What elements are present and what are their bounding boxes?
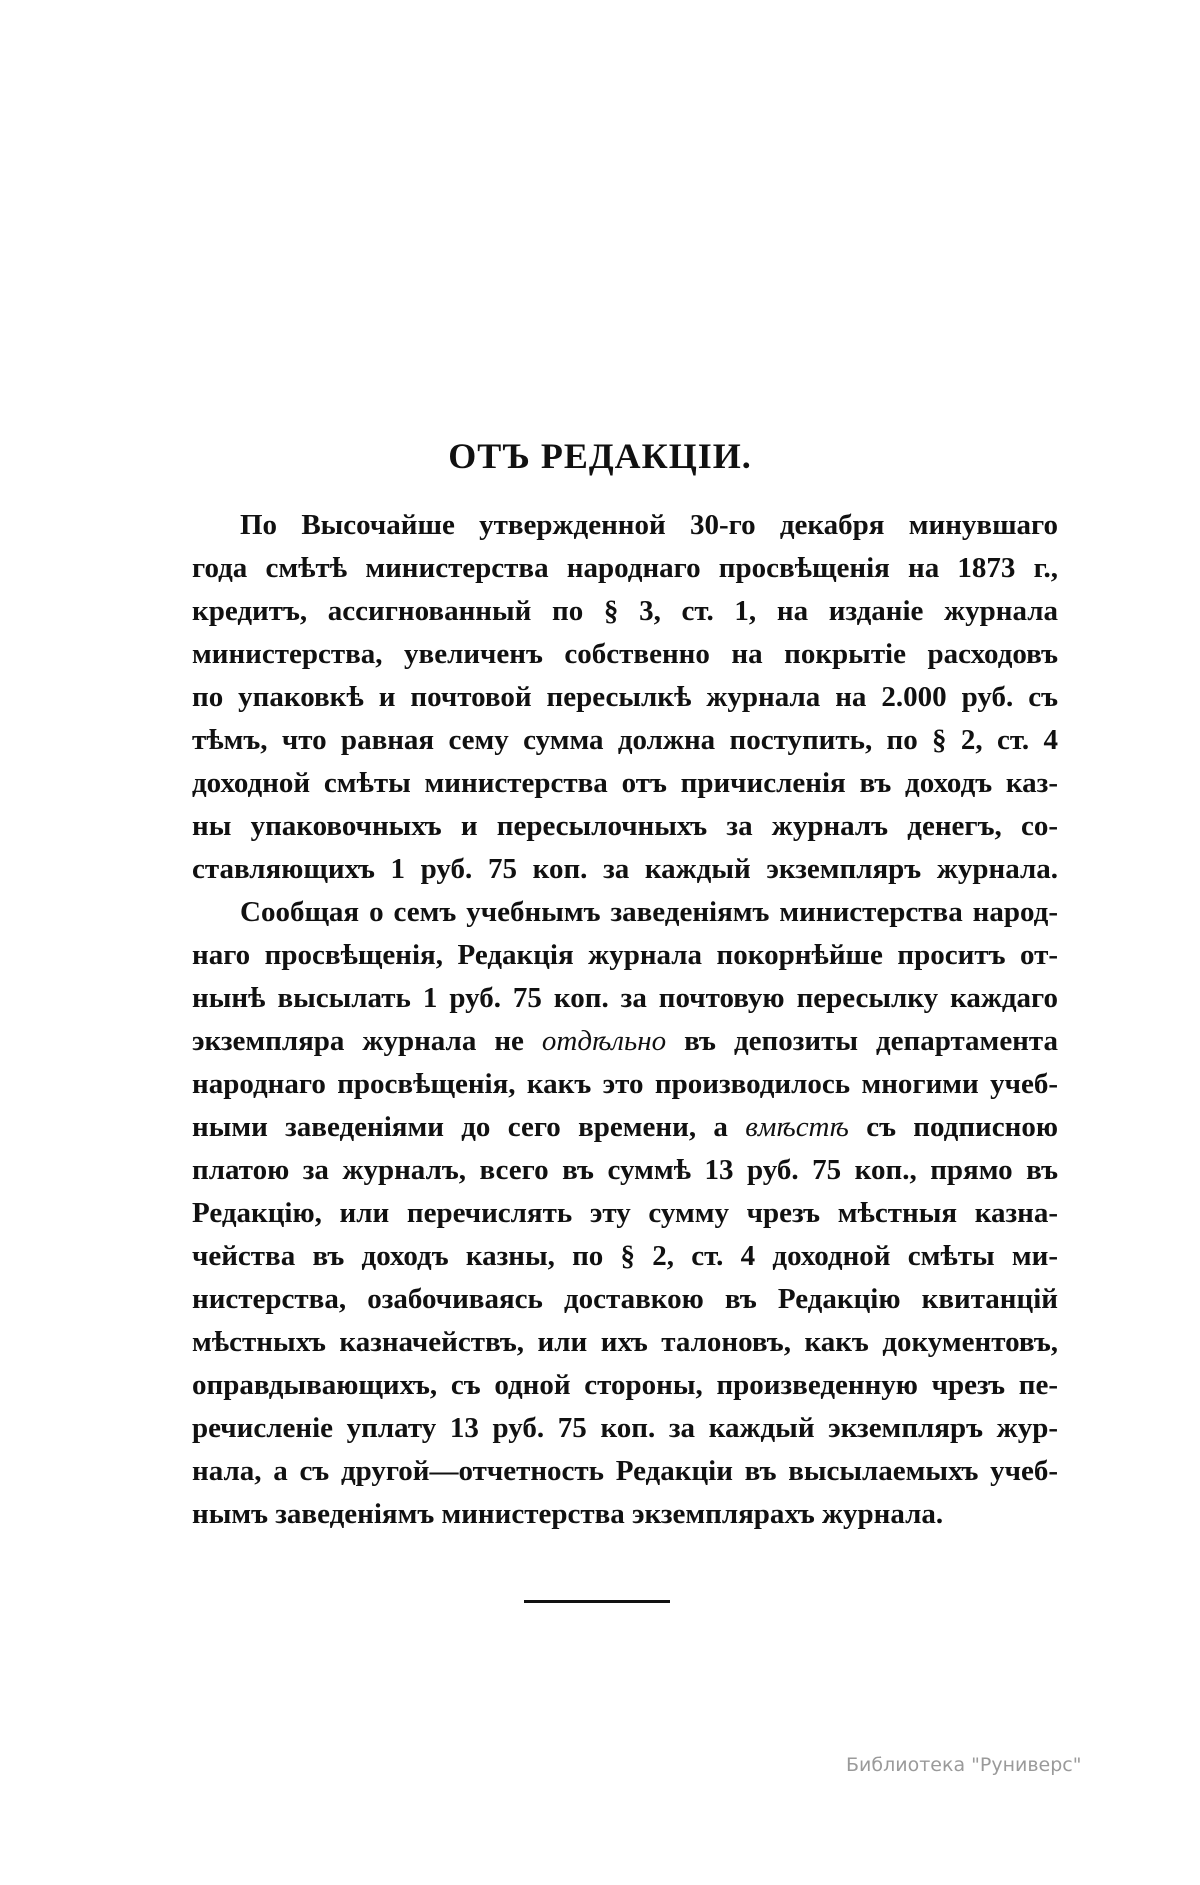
text-line xyxy=(192,1235,1058,1278)
line-text: По Высочайше утвержденной 30-го декабря минувшаго xyxy=(240,509,1058,541)
text-line xyxy=(192,547,1058,590)
text-line xyxy=(192,1149,1058,1192)
text-line xyxy=(192,1063,1058,1106)
separator-rule xyxy=(524,1600,670,1603)
line-text: нынѣ высылать 1 руб. 75 коп. за почтовую пересылку каждаго xyxy=(192,982,1058,1014)
text-line xyxy=(192,848,1058,891)
line-text: ными заведеніями до сего времени, а xyxy=(192,1111,746,1143)
line-text: речисленіе уплату 13 руб. 75 коп. за каждый экземпляръ жур- xyxy=(192,1412,1058,1444)
text-line xyxy=(192,1407,1058,1450)
text-line xyxy=(192,805,1058,848)
line-text: платою за журналъ, всего въ суммѣ 13 руб. 75 коп., прямо въ xyxy=(192,1154,1058,1186)
emphasized-text: отдѣльно xyxy=(541,1025,667,1057)
line-text: тѣмъ, что равная сему сумма должна поступить, по § 2, ст. 4 xyxy=(192,724,1058,756)
line-text: нымъ заведеніямъ министерства экземплярахъ журнала. xyxy=(192,1498,944,1530)
line-text: мѣстныхъ казначействъ, или ихъ талоновъ, какъ документовъ, xyxy=(192,1326,1058,1358)
line-text: года смѣтѣ министерства народнаго просвѣщенія на 1873 г., xyxy=(192,552,1058,584)
document-body xyxy=(192,504,1058,1536)
line-text: ставляющихъ 1 руб. 75 коп. за каждый экземпляръ журнала. xyxy=(192,853,1058,885)
text-line xyxy=(192,977,1058,1020)
text-line xyxy=(192,719,1058,762)
text-line xyxy=(192,1450,1058,1493)
line-text: съ подписною xyxy=(848,1111,1059,1143)
text-line xyxy=(192,762,1058,805)
line-text: оправдывающихъ, съ одной стороны, произведенную чрезъ пе- xyxy=(192,1369,1058,1401)
page-title: ОТЪ РЕДАКЦІИ. xyxy=(448,436,752,476)
text-line xyxy=(192,934,1058,977)
text-line xyxy=(192,1493,1058,1536)
line-text: народнаго просвѣщенія, какъ это производилось многими учеб- xyxy=(192,1068,1058,1100)
text-line xyxy=(192,1020,1058,1063)
line-text: по упаковкѣ и почтовой пересылкѣ журнала на 2.000 руб. съ xyxy=(192,681,1058,713)
line-text: ны упаковочныхъ и пересылочныхъ за журналъ денегъ, со- xyxy=(192,810,1058,842)
line-text: въ депозиты департамента xyxy=(666,1025,1058,1057)
line-text: Редакцію, или перечислять эту сумму чрезъ мѣстныя казна- xyxy=(192,1197,1058,1229)
paragraph xyxy=(192,891,1058,1536)
text-line xyxy=(192,676,1058,719)
line-text: наго просвѣщенія, Редакція журнала покорнѣйше проситъ от- xyxy=(192,939,1058,971)
text-line xyxy=(192,1321,1058,1364)
paragraph xyxy=(192,504,1058,891)
text-line xyxy=(192,504,1058,547)
text-line xyxy=(192,891,1058,934)
line-text: нистерства, озабочиваясь доставкою въ Редакцію квитанцій xyxy=(192,1283,1058,1315)
line-text: нала, а съ другой—отчетность Редакціи въ высылаемыхъ учеб- xyxy=(192,1455,1058,1487)
text-line xyxy=(192,1192,1058,1235)
text-line xyxy=(192,1106,1058,1149)
text-line xyxy=(192,1278,1058,1321)
line-text: экземпляра журнала не xyxy=(192,1025,542,1057)
text-line xyxy=(192,633,1058,676)
line-text: доходной смѣты министерства отъ причисленія въ доходъ каз- xyxy=(192,767,1058,799)
line-text: Сообщая о семъ учебнымъ заведеніямъ министерства народ- xyxy=(240,896,1058,928)
library-watermark: Библиотека "Руниверс" xyxy=(846,1754,1082,1776)
text-line xyxy=(192,1364,1058,1407)
emphasized-text: вмѣстѣ xyxy=(745,1111,849,1143)
line-text: министерства, увеличенъ собственно на покрытіе расходовъ xyxy=(192,638,1058,670)
line-text: кредитъ, ассигнованный по § 3, ст. 1, на изданіе журнала xyxy=(192,595,1058,627)
text-line xyxy=(192,590,1058,633)
line-text: чейства въ доходъ казны, по § 2, ст. 4 доходной смѣты ми- xyxy=(192,1240,1058,1272)
